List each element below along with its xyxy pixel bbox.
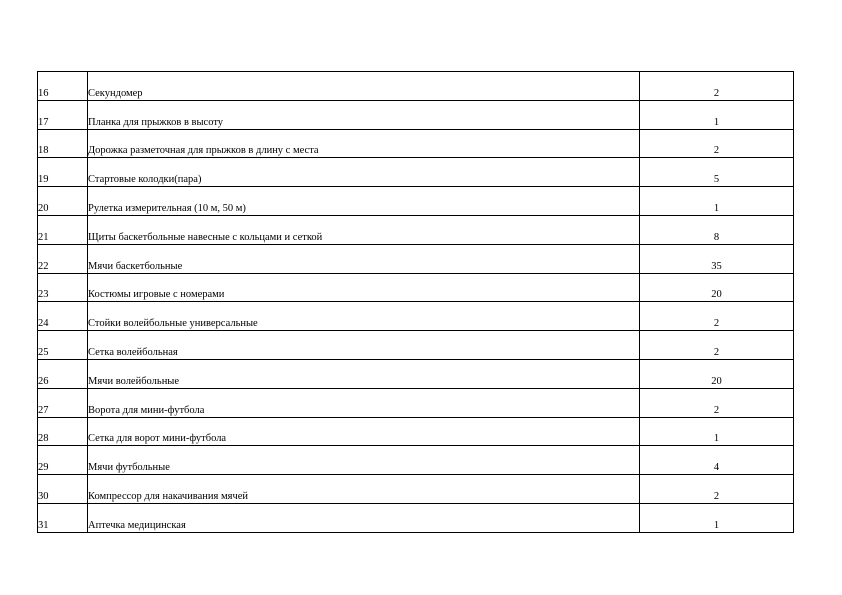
row-number-cell: 24 (38, 302, 88, 331)
quantity-cell: 35 (640, 244, 794, 273)
table-row (38, 331, 794, 360)
quantity-cell: 1 (640, 503, 794, 532)
equipment-table (37, 71, 794, 533)
table-row (38, 302, 794, 331)
item-name-cell: Дорожка разметочная для прыжков в длину с места (88, 129, 640, 158)
quantity-cell: 20 (640, 273, 794, 302)
row-number-cell: 28 (38, 417, 88, 446)
quantity-cell: 8 (640, 215, 794, 244)
quantity-cell: 4 (640, 446, 794, 475)
row-number-cell: 20 (38, 187, 88, 216)
equipment-table-body (38, 72, 794, 533)
item-name-cell: Щиты баскетбольные навесные с кольцами и сеткой (88, 215, 640, 244)
item-name-cell: Аптечка медицинская (88, 503, 640, 532)
item-name-cell: Стойки волейбольные универсальные (88, 302, 640, 331)
table-row (38, 215, 794, 244)
row-number-cell: 30 (38, 475, 88, 504)
row-number-cell: 29 (38, 446, 88, 475)
table-row (38, 244, 794, 273)
table-row (38, 417, 794, 446)
row-number-cell: 25 (38, 331, 88, 360)
item-name-cell: Мячи баскетбольные (88, 244, 640, 273)
row-number-cell: 18 (38, 129, 88, 158)
table-row (38, 72, 794, 101)
item-name-cell: Планка для прыжков в высоту (88, 100, 640, 129)
item-name-cell: Сетка для ворот мини-футбола (88, 417, 640, 446)
quantity-cell: 1 (640, 187, 794, 216)
quantity-cell: 2 (640, 302, 794, 331)
row-number-cell: 23 (38, 273, 88, 302)
table-row (38, 446, 794, 475)
item-name-cell: Мячи волейбольные (88, 359, 640, 388)
item-name-cell: Костюмы игровые с номерами (88, 273, 640, 302)
item-name-cell: Мячи футбольные (88, 446, 640, 475)
quantity-cell: 2 (640, 475, 794, 504)
quantity-cell: 1 (640, 100, 794, 129)
table-row (38, 388, 794, 417)
item-name-cell: Ворота для мини-футбола (88, 388, 640, 417)
item-name-cell: Стартовые колодки(пара) (88, 158, 640, 187)
row-number-cell: 31 (38, 503, 88, 532)
row-number-cell: 19 (38, 158, 88, 187)
row-number-cell: 17 (38, 100, 88, 129)
item-name-cell: Компрессор для накачивания мячей (88, 475, 640, 504)
quantity-cell: 2 (640, 388, 794, 417)
item-name-cell: Рулетка измерительная (10 м, 50 м) (88, 187, 640, 216)
quantity-cell: 20 (640, 359, 794, 388)
table-row (38, 129, 794, 158)
row-number-cell: 26 (38, 359, 88, 388)
table-row (38, 273, 794, 302)
table-row (38, 100, 794, 129)
row-number-cell: 22 (38, 244, 88, 273)
item-name-cell: Сетка волейбольная (88, 331, 640, 360)
quantity-cell: 2 (640, 129, 794, 158)
quantity-cell: 5 (640, 158, 794, 187)
table-row (38, 475, 794, 504)
table-row (38, 158, 794, 187)
table-row (38, 359, 794, 388)
row-number-cell: 16 (38, 72, 88, 101)
item-name-cell: Секундомер (88, 72, 640, 101)
quantity-cell: 1 (640, 417, 794, 446)
table-row (38, 187, 794, 216)
row-number-cell: 27 (38, 388, 88, 417)
table-row (38, 503, 794, 532)
row-number-cell: 21 (38, 215, 88, 244)
quantity-cell: 2 (640, 331, 794, 360)
quantity-cell: 2 (640, 72, 794, 101)
